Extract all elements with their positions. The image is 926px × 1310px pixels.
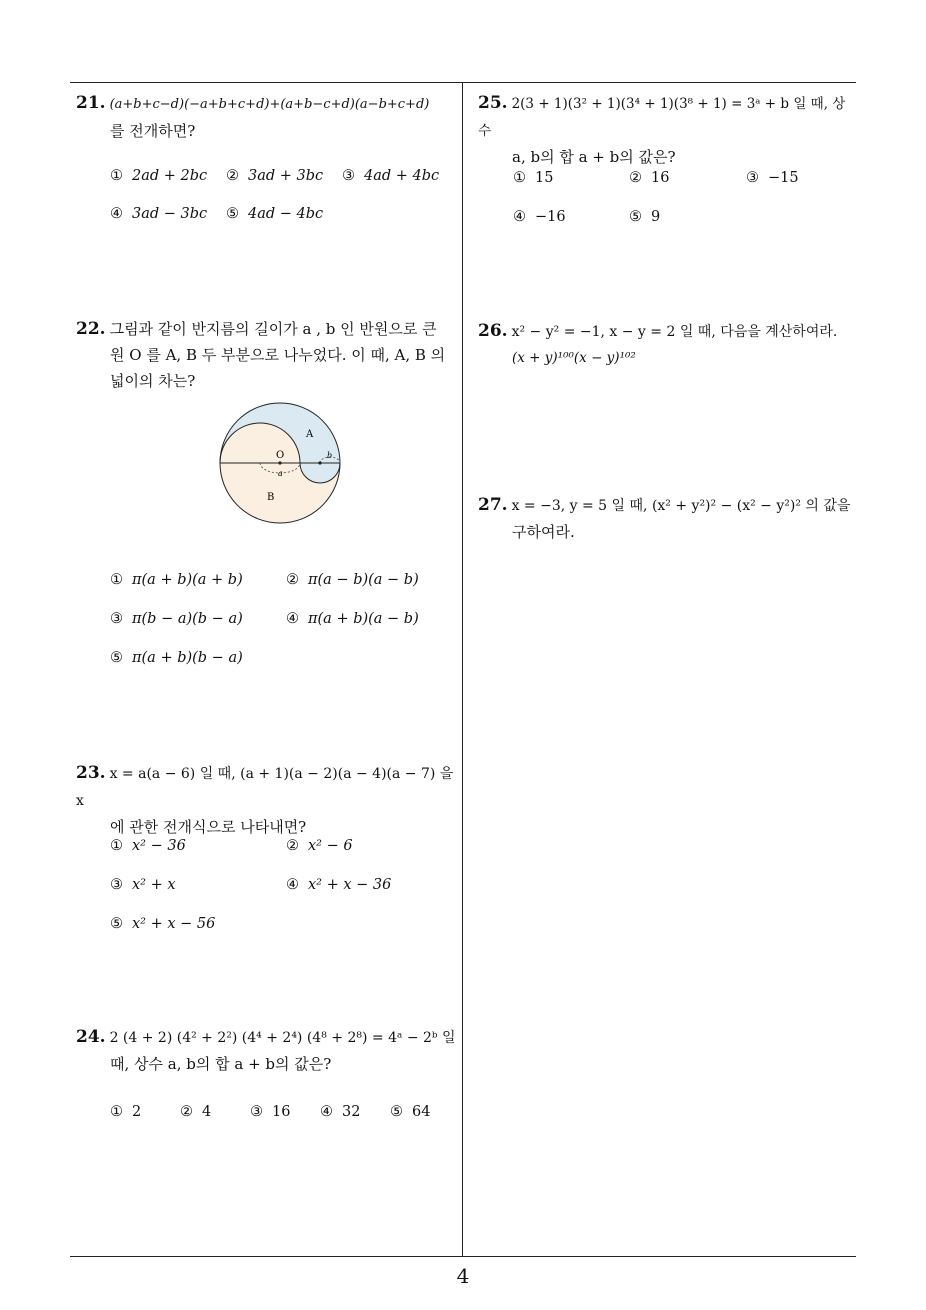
choice-5[interactable]: ⑤ π(a + b)(b − a)	[110, 650, 243, 666]
question-text: 그림과 같이 반지름의 길이가 a , b 인 반원으로 큰	[109, 320, 437, 338]
question-text: a, b의 합 a + b의 값은?	[512, 148, 676, 166]
question-number: 27.	[478, 495, 508, 515]
choice-3[interactable]: ③ 4ad + 4bc	[342, 168, 440, 184]
center-point	[278, 461, 281, 464]
question-text: 구하여라.	[512, 523, 575, 541]
choice-1[interactable]: ① 15	[513, 170, 554, 186]
choice-2[interactable]: ② 16	[629, 170, 670, 186]
question-text: x = −3, y = 5 일 때, (x² + y²)² − (x² − y²)² 의 값을	[511, 498, 851, 514]
question-number: 21.	[76, 93, 106, 113]
choice-2[interactable]: ② 3ad + 3bc	[226, 168, 324, 184]
circle-figure	[210, 398, 350, 530]
bottom-rule	[70, 1256, 856, 1257]
question-27	[478, 492, 858, 545]
question-number: 22.	[76, 319, 106, 339]
choice-5[interactable]: ⑤ x² + x − 56	[110, 916, 216, 932]
question-26	[478, 318, 858, 371]
question-21	[76, 90, 460, 144]
question-number: 24.	[76, 1027, 106, 1047]
choice-1[interactable]: ① π(a + b)(a + b)	[110, 572, 243, 588]
question-25	[478, 90, 858, 170]
choice-1[interactable]: ① 2ad + 2bc	[110, 168, 208, 184]
label-a-radius: a	[278, 469, 283, 478]
choice-5[interactable]: ⑤ 4ad − 4bc	[226, 206, 324, 222]
question-number: 25.	[478, 93, 508, 113]
question-text: (a+b+c−d)(−a+b+c+d)+(a+b−c+d)(a−b+c+d)	[109, 97, 430, 112]
choice-2[interactable]: ② π(a − b)(a − b)	[286, 572, 419, 588]
choice-1[interactable]: ① x² − 36	[110, 838, 186, 854]
question-text: 를 전개하면?	[110, 122, 196, 140]
question-text: 에 관한 전개식으로 나타내면?	[110, 818, 307, 836]
question-number: 23.	[76, 763, 106, 783]
choice-4[interactable]: ④ 3ad − 3bc	[110, 206, 208, 222]
question-text: x = a(a − 6) 일 때, (a + 1)(a − 2)(a − 4)(a − 7) 을 x	[76, 766, 454, 809]
choice-3[interactable]: ③ x² + x	[110, 877, 176, 893]
choice-4[interactable]: ④ π(a + b)(a − b)	[286, 611, 419, 627]
choice-4[interactable]: ④ x² + x − 36	[286, 877, 392, 893]
question-text: 2(3 + 1)(3² + 1)(3⁴ + 1)(3⁸ + 1) = 3ᵃ + b 일 때, 상수	[478, 96, 846, 139]
choice-5[interactable]: ⑤ 9	[629, 209, 661, 225]
choice-2[interactable]: ② 4	[180, 1104, 212, 1120]
question-text: 넓이의 차는?	[110, 372, 196, 390]
question-22	[76, 316, 460, 394]
question-23	[76, 760, 460, 840]
page-number: 4	[456, 1264, 470, 1288]
question-expression: (x + y)¹⁰⁰(x − y)¹⁰²	[512, 350, 636, 366]
label-o: O	[276, 450, 285, 461]
choice-1[interactable]: ① 2	[110, 1104, 142, 1120]
question-number: 26.	[478, 321, 508, 341]
small-center-point	[318, 461, 321, 464]
choice-4[interactable]: ④ 32	[320, 1104, 361, 1120]
choice-5[interactable]: ⑤ 64	[390, 1104, 431, 1120]
question-24	[76, 1024, 460, 1077]
choice-3[interactable]: ③ 16	[250, 1104, 291, 1120]
label-b-radius: b	[327, 451, 333, 460]
label-a-region: A	[306, 429, 314, 440]
top-rule	[70, 82, 856, 83]
label-b-region: B	[267, 492, 275, 503]
question-text: x² − y² = −1, x − y = 2 일 때, 다음을 계산하여라.	[511, 324, 838, 340]
choice-4[interactable]: ④ −16	[513, 209, 566, 225]
choice-3[interactable]: ③ −15	[746, 170, 799, 186]
question-text: 때, 상수 a, b의 합 a + b의 값은?	[110, 1055, 332, 1073]
question-text: 원 O 를 A, B 두 부분으로 나누었다. 이 때, A, B 의	[110, 346, 446, 364]
choice-3[interactable]: ③ π(b − a)(b − a)	[110, 611, 243, 627]
choice-2[interactable]: ② x² − 6	[286, 838, 353, 854]
column-divider	[462, 82, 463, 1256]
question-text: 2 (4 + 2) (4² + 2²) (4⁴ + 2⁴) (4⁸ + 2⁸) = 4ᵃ − 2ᵇ 일	[109, 1030, 456, 1046]
